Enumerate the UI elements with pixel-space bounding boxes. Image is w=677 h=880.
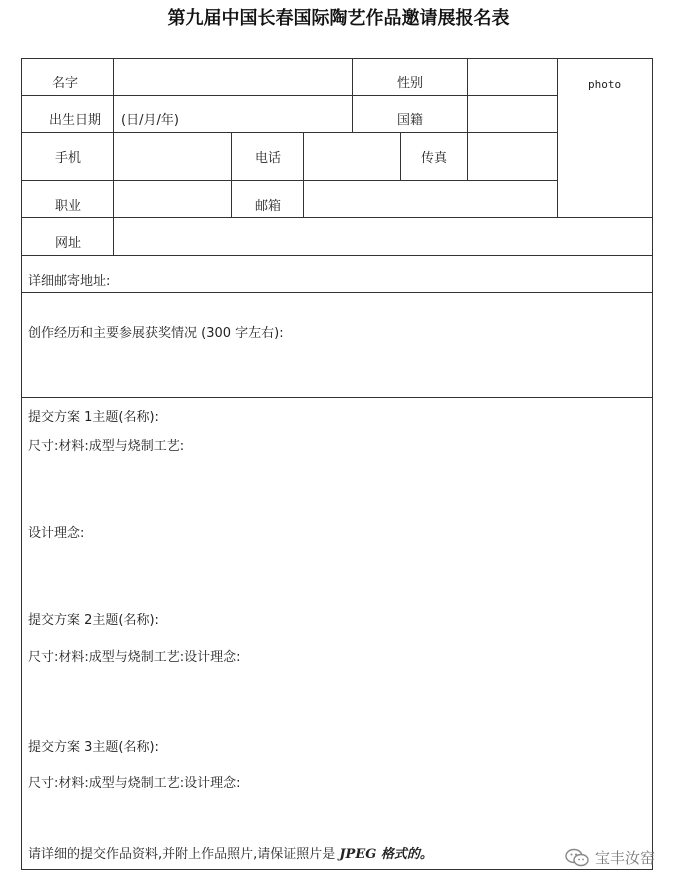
proposal-concept-label: 设计理念: bbox=[28, 526, 85, 541]
phone-label: 电话 bbox=[255, 151, 282, 166]
footer-note-format: JPEG 格式的。 bbox=[339, 847, 433, 862]
website-label: 网址 bbox=[55, 236, 82, 251]
proposal-spec-label: 尺寸:材料:成型与烧制工艺: bbox=[28, 439, 185, 454]
mobile-label: 手机 bbox=[55, 151, 82, 166]
proposal-spec-label: 尺寸:材料:成型与烧制工艺:设计理念: bbox=[28, 650, 241, 665]
occupation-label: 职业 bbox=[55, 199, 82, 214]
row-divider bbox=[21, 255, 653, 256]
row-divider bbox=[21, 397, 653, 398]
experience-label: 创作经历和主要参展获奖情况 (300 字左右): bbox=[28, 326, 284, 341]
row-divider bbox=[21, 217, 653, 218]
gender-label: 性别 bbox=[397, 76, 424, 91]
col-divider bbox=[113, 58, 114, 255]
col-divider bbox=[231, 132, 232, 217]
col-divider bbox=[557, 58, 558, 217]
col-divider bbox=[400, 132, 401, 180]
birthdate-hint: (日/月/年) bbox=[121, 113, 179, 128]
photo-placeholder: photo bbox=[588, 78, 622, 91]
col-divider bbox=[352, 58, 353, 132]
nationality-label: 国籍 bbox=[397, 113, 424, 128]
footer-note bbox=[28, 847, 433, 863]
birthdate-label: 出生日期 bbox=[49, 113, 102, 128]
proposal-title-label: 提交方案 2主题(名称): bbox=[28, 613, 159, 628]
col-divider bbox=[467, 58, 468, 180]
fax-label: 传真 bbox=[421, 151, 448, 166]
proposal-title-label: 提交方案 3主题(名称): bbox=[28, 740, 159, 755]
footer-note-prefix: 请详细的提交作品资料,并附上作品照片,请保证照片是 bbox=[28, 847, 336, 862]
wechat-icon bbox=[565, 848, 589, 868]
col-divider bbox=[303, 132, 304, 217]
watermark-text: 宝丰汝窑 bbox=[594, 849, 655, 867]
row-divider bbox=[21, 95, 557, 96]
proposal-spec-label: 尺寸:材料:成型与烧制工艺:设计理念: bbox=[28, 776, 241, 791]
row-divider bbox=[21, 180, 557, 181]
form-title: 第九届中国长春国际陶艺作品邀请展报名表 bbox=[167, 8, 510, 29]
name-label: 名字 bbox=[52, 76, 79, 91]
row-divider bbox=[21, 132, 557, 133]
watermark bbox=[565, 847, 655, 868]
address-label: 详细邮寄地址: bbox=[28, 274, 111, 289]
email-label: 邮箱 bbox=[255, 199, 282, 214]
proposal-title-label: 提交方案 1主题(名称): bbox=[28, 410, 159, 425]
row-divider bbox=[21, 292, 653, 293]
